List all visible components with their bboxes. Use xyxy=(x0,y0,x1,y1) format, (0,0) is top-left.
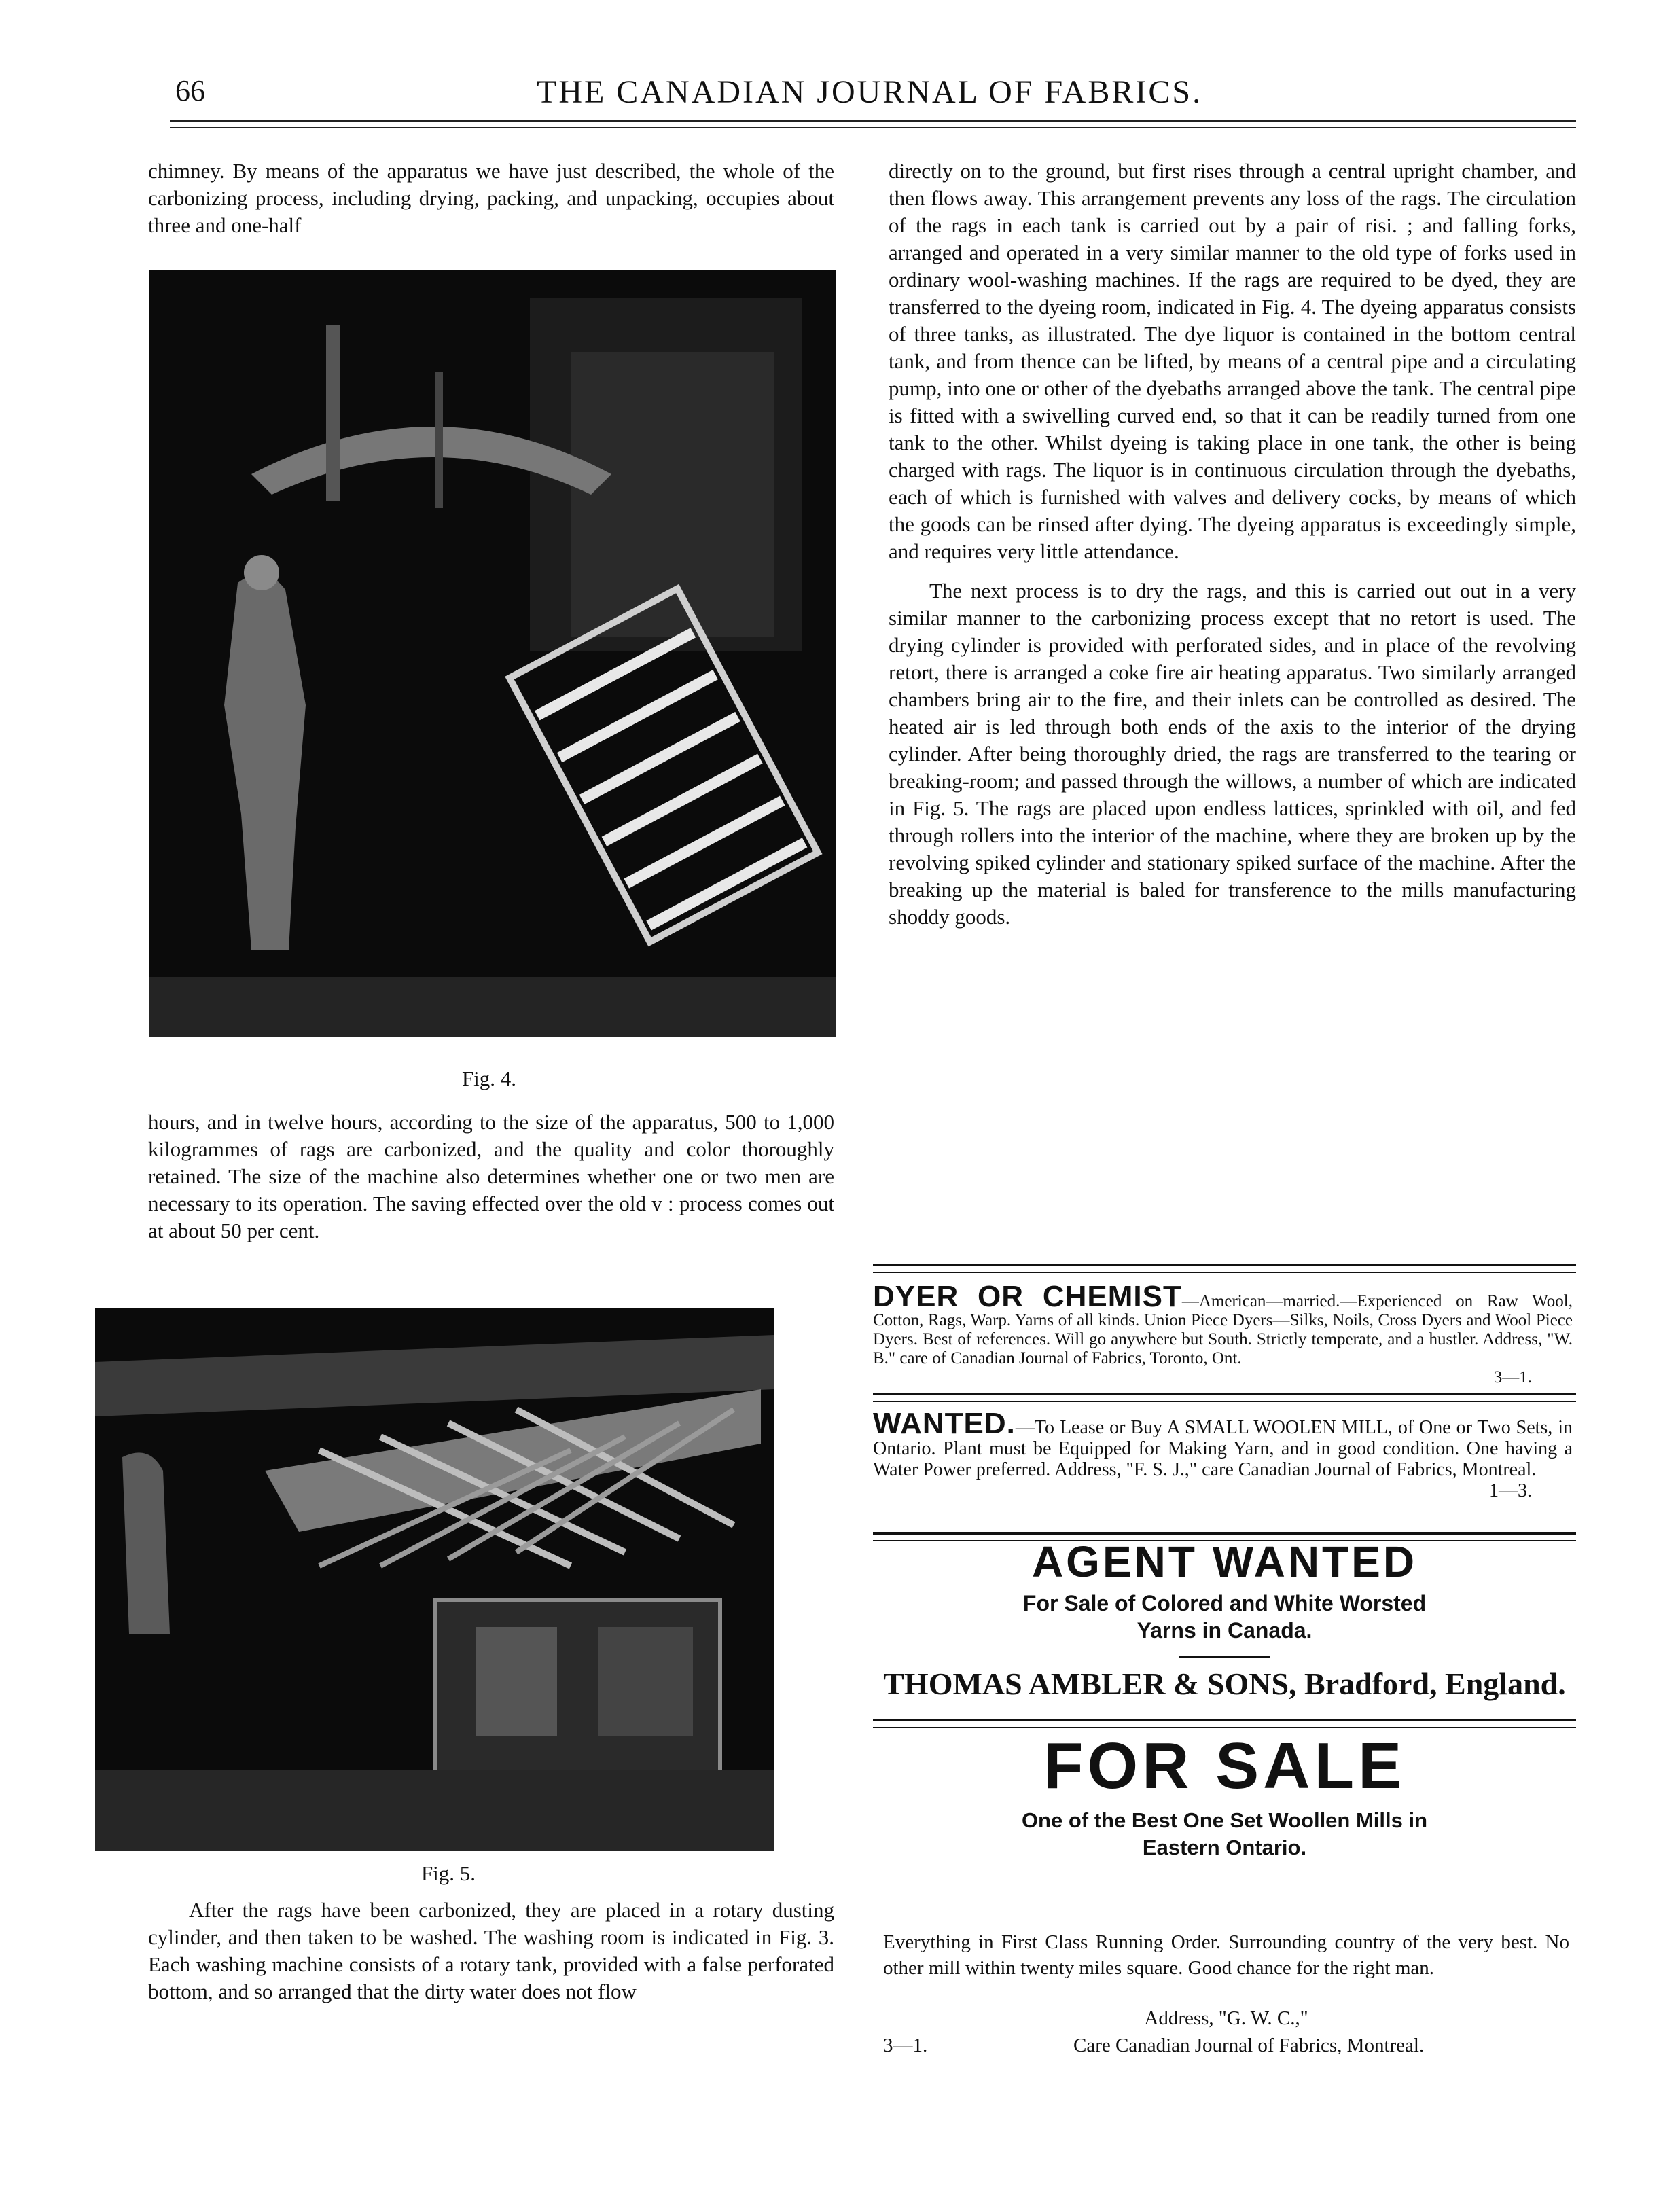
ads-rule-4 xyxy=(873,1719,1576,1728)
wanted-ad xyxy=(873,1407,1573,1501)
wanted-ad-lead: WANTED. xyxy=(873,1407,1016,1440)
left-top-paragraph xyxy=(148,158,834,239)
right-paragraph-2: The next process is to dry the rags, and this is carried out out in a very similar manner to the carbonizing process except that no retort is used. The drying cylinder is provided with perforated sides, and in place of the revolving retort, there is arranged a coke fire air heating apparatus. Two similarly arranged chambers bring air to the fire, and their inlets can be controlled as desired. The heated air is led through both ends of the axis to the interior of the drying cylinder. After being thoroughly dried, the rags are transferred to the tearing or breaking-room; and passed through the willows, a number of which are indicated in Fig. 5. The rags are placed upon endless lattices, sprinkled with oil, and fed through rollers into the interior of the machine, where they are broken up by the revolving spiked cylinder and stationary spiked surface of the machine. After the breaking up the material is baled for transference to the mills manufacturing shoddy goods. xyxy=(889,579,1576,929)
for-sale-address: Address, "G. W. C.," xyxy=(1144,2007,1308,2029)
figure-4-photo xyxy=(149,270,836,1037)
right-paragraph-1: directly on to the ground, but first rises through a central upright chamber, and then flows away. This arrangement prevents any loss of the rags. The circulation of the rags in each tank is carried out by a pair of risi. ; and falling forks, arranged and operated in a very similar manner to the old type of forks used in ordinary wool-washing machines. If the rags are required to be dyed, they are transferred to the dyeing room, indicated in Fig. 4. The dyeing apparatus consists of three tanks, as illustrated. The dye liquor is contained in the bottom central tank, and from thence can be lifted, by means of a central pipe and a circulating pump, into one or other of the dyebaths arranged above the tank. The central pipe is fitted with a swivelling curved end, so that it can be readily turned from one tank to the other. Whilst dyeing is taking place in one tank, the other is being charged with rags. The liquor is in continuous circulation through the dyebaths, each of which is furnished with valves and delivery cocks, by means of which the goods can be rinsed after dying. The dyeing apparatus is exceedingly simple, and requires very little attendance. xyxy=(889,159,1576,563)
figure-5-photo xyxy=(95,1308,774,1851)
wanted-ad-text: —To Lease or Buy A SMALL WOOLEN MILL, of One or Two Sets, in Ontario. Plant must be Equipped for Making Yarn, and in good condition. One having a Water Power preferred. Address, "F. S. J.," care Canadian Journal of Fabrics, Montreal. xyxy=(873,1417,1573,1480)
for-sale-body: Everything in First Class Running Order. Surrounding country of the very best. No other mill within twenty miles square. Good chance for the right man. xyxy=(883,1931,1569,1979)
for-sale-heading: FOR SALE xyxy=(1043,1730,1406,1802)
figure-4-illustration xyxy=(149,270,836,1037)
figure-5-illustration xyxy=(95,1308,774,1851)
right-article xyxy=(889,158,1576,931)
ads-rule-2 xyxy=(873,1393,1576,1402)
left-bottom-text: After the rags have been carbonized, they are placed in a rotary dusting cylinder, and then taken to be washed. The washing room is indicated in Fig. 3. Each washing machine consists of a rotary tank, provided with a false perforated bottom, and so arranged that the dirty water does not flow xyxy=(148,1898,834,2003)
left-top-text: chimney. By means of the apparatus we have just described, the whole of the carbonizing process, including drying, packing, and unpacking, occupies about three and one-half xyxy=(148,159,834,237)
for-sale-care-line: Care Canadian Journal of Fabrics, Montreal. xyxy=(1073,2035,1425,2056)
journal-title: THE CANADIAN JOURNAL OF FABRICS. xyxy=(537,74,1203,110)
page-number: 66 xyxy=(175,74,205,107)
figure-4-caption: Fig. 4. xyxy=(461,1067,517,1090)
agent-ad-divider xyxy=(1179,1656,1270,1658)
agent-ad-line-2: Yarns in Canada. xyxy=(1137,1618,1312,1643)
figure-5-caption: Fig. 5. xyxy=(421,1861,476,1885)
dyer-ad-ref: 3—1. xyxy=(1493,1368,1532,1386)
for-sale-line-2: Eastern Ontario. xyxy=(1142,1836,1307,1859)
dyer-ad-text: —American—married.—Experienced on Raw Wool, Cotton, Rags, Warp. Yarns of all kinds. Union Piece Dyers—Silks, Noils, Cross Dyers and Wool Piece Dyers. Best of references. Will go anywhere but South. Strictly temperate, and a hustler. Address, "W. B." care of Canadian Journal of Fabrics, Toronto, Ont. xyxy=(873,1292,1573,1367)
dyer-ad-lead: DYER OR CHEMIST xyxy=(873,1280,1182,1313)
agent-ad-firm: THOMAS AMBLER & SONS, Bradford, England. xyxy=(883,1666,1566,1701)
left-middle-text: hours, and in twelve hours, according to the size of the apparatus, 500 to 1,000 kilogrammes of rags are carbonized, and the quality and color thoroughly retained. The size of the machine also determines whether one or two men are necessary to its operation. The saving effected over the old v : process comes out at about 50 per cent. xyxy=(148,1110,834,1242)
for-sale-ref: 3—1. xyxy=(883,2035,928,2056)
left-middle-paragraph xyxy=(148,1109,834,1245)
dyer-ad xyxy=(873,1280,1573,1387)
agent-ad-line-1: For Sale of Colored and White Worsted xyxy=(1022,1591,1427,1615)
agent-ad-heading: AGENT WANTED xyxy=(1031,1537,1418,1586)
wanted-ad-ref: 1—3. xyxy=(1489,1480,1532,1501)
for-sale-line-1: One of the Best One Set Woollen Mills in xyxy=(1021,1808,1428,1832)
ads-top-rule xyxy=(873,1264,1576,1273)
header-rule xyxy=(170,120,1576,128)
left-bottom-paragraph xyxy=(148,1897,834,2005)
